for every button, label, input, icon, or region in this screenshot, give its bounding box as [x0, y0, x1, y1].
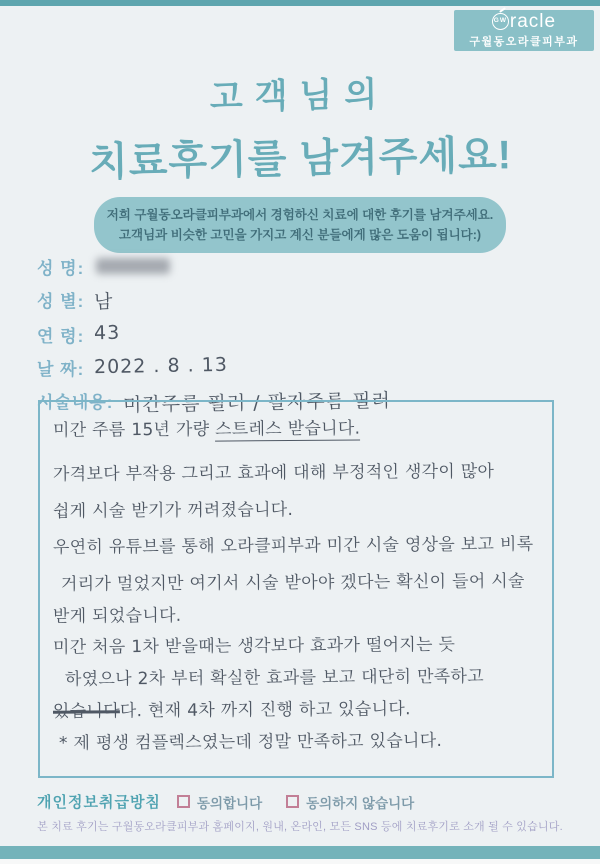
date-label: 날 짜:: [37, 360, 85, 379]
disagree-label: 동의하지 않습니다: [306, 795, 415, 811]
notice-line-1: 저희 구월동오라클피부과에서 경험하신 치료에 대한 후기를 남겨주세요.: [106, 208, 494, 222]
review-line: * 제 평생 컴플렉스였는데 정말 만족하고 있습니다.: [58, 731, 443, 754]
age-label: 연 령:: [37, 327, 85, 346]
age-value: 43: [94, 321, 121, 345]
title-line-1: 고객님의: [209, 75, 390, 117]
agree-label: 동의합니다: [196, 795, 263, 811]
name-label: 성 명:: [37, 259, 85, 278]
review-line: 거리가 멀었지만 여기서 시술 받아야 겠다는 확신이 들어 시술: [60, 571, 525, 595]
notice-line-2: 고객님과 비슷한 고민을 가지고 계신 분들에게 많은 도움이 됩니다:): [118, 228, 482, 242]
bottom-teal-bar: [0, 846, 600, 859]
review-line: 하였으나 2차 부터 확실한 효과를 보고 대단히 만족하고: [64, 666, 484, 690]
logo-gw-text: GW: [493, 17, 507, 25]
review-line: 미간 주름 15년 가량 스트레스 받습니다.: [52, 418, 361, 441]
review-line: 받게 되었습니다.: [52, 605, 182, 627]
review-line: 있습니다다. 현재 4차 까지 진행 하고 있습니다.: [52, 699, 411, 723]
gender-label: 성 별:: [37, 292, 85, 311]
title-line-2: 치료후기를 남겨주세요!: [88, 133, 513, 185]
review-text-box: [38, 400, 554, 778]
redacted-name-value: [96, 258, 170, 274]
privacy-consent-row: [37, 791, 438, 812]
notice-pill: [94, 197, 506, 253]
underlined-text: 스트레스 받습니다.: [215, 418, 361, 440]
treatment-value: 미간주름 필러 / 팔자주름 필러: [123, 389, 392, 417]
form-fields: [37, 254, 391, 423]
clinic-name: 구월동오라클피부과: [469, 36, 579, 48]
field-name: [37, 254, 391, 279]
privacy-policy-label: 개인정보취급방침: [37, 794, 161, 811]
treatment-label: 시술내용:: [37, 393, 114, 412]
scan-edge: [0, 859, 600, 864]
page-title: [0, 63, 600, 189]
clinic-logo: [454, 10, 594, 51]
field-gender: [37, 287, 391, 314]
date-value: 2022 . 8 . 13: [94, 353, 229, 379]
field-age: [37, 322, 391, 347]
gender-value: 남: [94, 290, 114, 314]
crossed-out-text: 있습니다: [52, 701, 120, 723]
field-date: [37, 355, 391, 380]
review-line: 우연히 유튜브를 통해 오라클피부과 미간 시술 영상을 보고 비록: [52, 534, 534, 559]
top-teal-bar: [0, 0, 600, 6]
footer-disclaimer: 본 치료 후기는 구월동오라클피부과 홈페이지, 원내, 온라인, 모든 SNS 등에 치료후기로 소개 될 수 있습니다.: [37, 821, 563, 833]
review-line: 가격보다 부작용 그리고 효과에 대해 부정적인 생각이 많아: [52, 461, 495, 485]
oracle-o-icon: [492, 13, 509, 30]
review-line: 미간 처음 1차 받을때는 생각보다 효과가 떨어지는 듯: [52, 634, 456, 658]
review-line: 쉽게 시술 받기가 꺼려졌습니다.: [52, 499, 294, 522]
oracle-brand: [492, 12, 556, 31]
logo-brand-text: racle: [509, 11, 557, 32]
agree-checkbox[interactable]: [177, 795, 190, 808]
disagree-checkbox[interactable]: [286, 795, 299, 808]
